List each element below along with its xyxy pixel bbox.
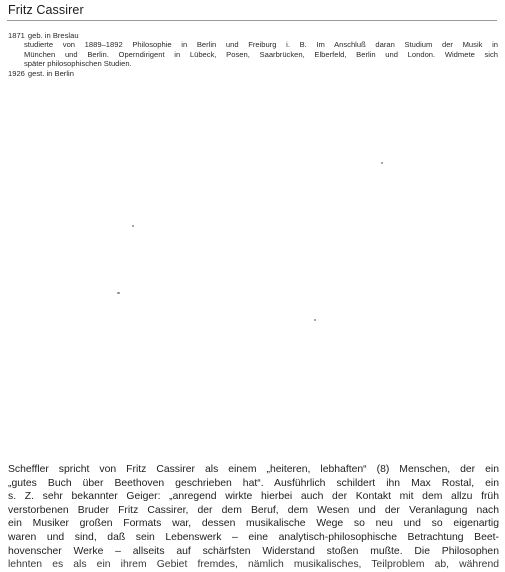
bio-entry-birth bbox=[8, 31, 500, 40]
biography-block bbox=[8, 31, 500, 78]
paragraph-line: s. Z. sehr bekannter Geiger: „anregend wirkte hierbei auch der Kontakt mit dem allzu früh bbox=[8, 491, 499, 503]
scan-speck bbox=[117, 292, 120, 294]
bio-birth-text: geb. in Breslau bbox=[27, 31, 79, 40]
title-underline-rule bbox=[7, 20, 497, 21]
body-paragraph bbox=[8, 463, 499, 572]
paragraph-line: lehnten es als ein ihrem Gebiet fremdes, nämlich musikalisches, Teilproblem ab, während bbox=[8, 559, 499, 571]
bio-death-year: 1926 bbox=[8, 68, 25, 78]
scan-speck bbox=[314, 319, 316, 321]
bio-death-text: gest. in Berlin bbox=[27, 68, 74, 78]
scan-speck bbox=[132, 225, 134, 227]
bio-studies-line: später philosophischen Studien. bbox=[24, 59, 132, 69]
bio-studies-line: studierte von 1889–1892 Philosophie in Berlin und Freiburg i. B. Im Anschluß daran Studium der Musik in bbox=[24, 40, 498, 50]
bio-studies-text bbox=[24, 40, 498, 68]
page-title: Fritz Cassirer bbox=[8, 3, 84, 17]
bio-birth-year: 1871 bbox=[8, 31, 25, 40]
scan-speck bbox=[381, 162, 383, 164]
paragraph-line: waren und sind, daß sein Lebenswerk – eine analytisch-philosophische Betrachtung Beet- bbox=[8, 531, 499, 543]
bio-entry-death bbox=[8, 69, 500, 78]
paragraph-line: „gutes Buch über Beethoven geschrieben hat“. Ausführlich schildert ihn Max Rostal, ein bbox=[8, 477, 499, 489]
paragraph-line: hovenscher Werke – allseits auf schärfsten Widerstand stoßen mußte. Die Philosophen bbox=[8, 545, 499, 557]
bio-studies-line: München und Berlin. Operndirigent in Lübeck, Posen, Saarbrücken, Elberfeld, Berlin und London. Widmete sich bbox=[24, 49, 498, 59]
paragraph-line: verstorbenen Bruder Fritz Cassirer, der dem Beruf, dem Wesen und der Veranlagung nach bbox=[8, 504, 499, 516]
paragraph-line: ein Musiker großen Formats war, dessen musikalische Wege so neu und so eigenartig bbox=[8, 518, 499, 530]
paragraph-line: Scheffler spricht von Fritz Cassirer als einem „heiteren, lebhaften“ (8) Menschen, der ein bbox=[8, 464, 499, 475]
